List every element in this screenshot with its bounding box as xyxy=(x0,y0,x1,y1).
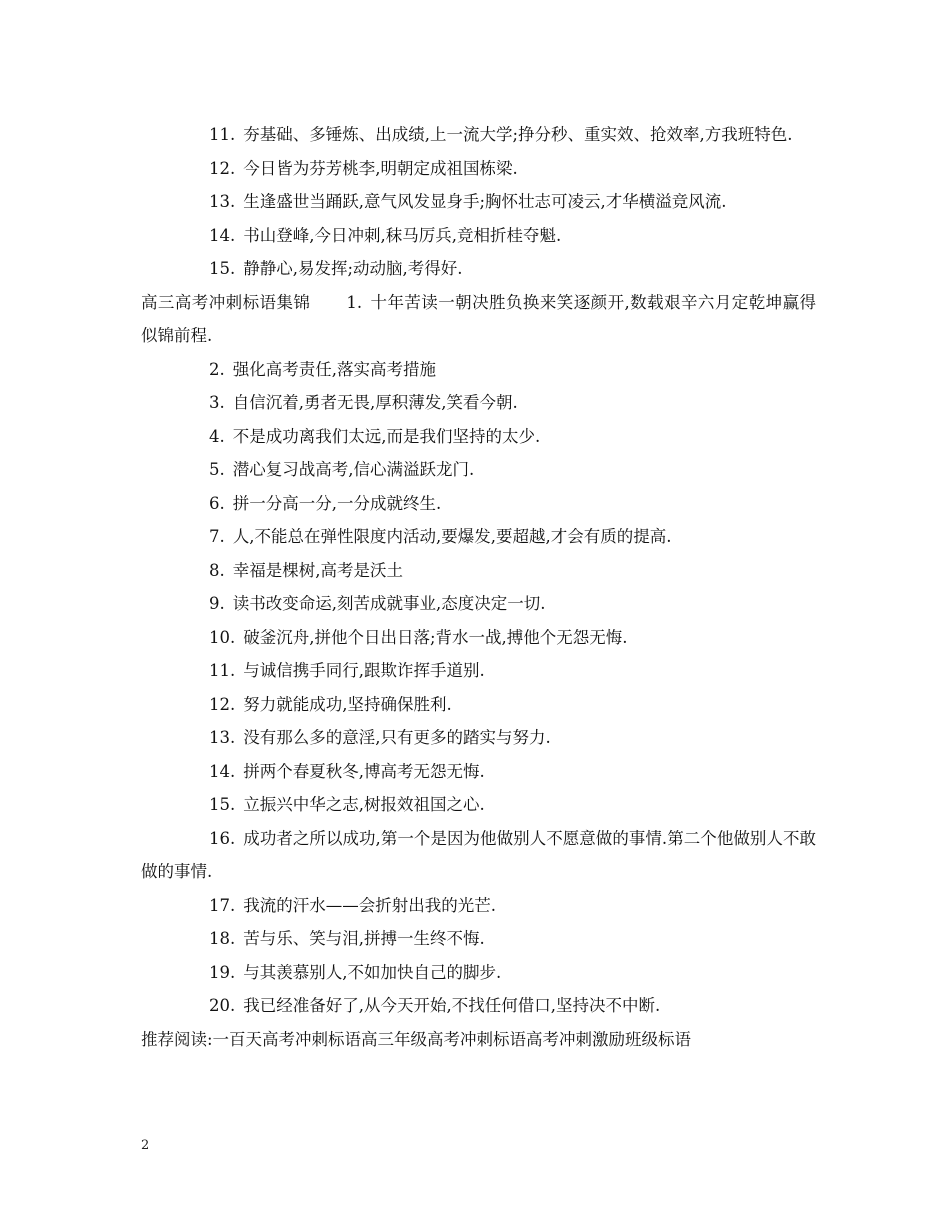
item-text: 十年苦读一朝决胜负换来笑逐颜开,数载艰辛六月定乾坤赢得似锦前程. xyxy=(141,292,816,345)
item-number: 1. xyxy=(346,292,363,312)
item-number: 16. xyxy=(209,828,236,848)
list-item xyxy=(141,989,816,1023)
section-heading: 高三高考冲刺标语集锦 xyxy=(141,292,311,312)
item-text: 强化高考责任,落实高考措施 xyxy=(232,359,436,379)
item-text: 人,不能总在弹性限度内活动,要爆发,要超越,才会有质的提高. xyxy=(232,527,672,546)
item-text: 今日皆为芬芳桃李,明朝定成祖国栋梁. xyxy=(243,158,518,178)
item-number: 13. xyxy=(209,192,236,211)
list-item xyxy=(141,621,816,655)
item-number: 12. xyxy=(209,158,236,178)
list-item xyxy=(141,554,816,588)
item-text: 静静心,易发挥;动动脑,考得好. xyxy=(243,259,463,278)
item-text: 自信沉着,勇者无畏,厚积薄发,笑看今朝. xyxy=(232,393,518,412)
item-number: 9. xyxy=(209,594,225,613)
item-number: 15. xyxy=(209,259,236,278)
item-text: 立振兴中华之志,树报效祖国之心. xyxy=(243,795,485,814)
item-text: 我已经准备好了,从今天开始,不找任何借口,坚持决不中断. xyxy=(243,996,661,1015)
item-text: 拼两个春夏秋冬,博高考无怨无悔. xyxy=(243,761,485,781)
list-item xyxy=(141,118,816,152)
item-text: 幸福是棵树,高考是沃土 xyxy=(232,560,403,580)
page-number: 2 xyxy=(141,1138,150,1153)
item-text: 生逢盛世当踊跃,意气风发显身手;胸怀壮志可凌云,才华横溢竞风流. xyxy=(243,192,727,211)
list-item xyxy=(141,922,816,956)
list-item xyxy=(141,152,816,186)
list-item xyxy=(141,788,816,822)
item-text: 苦与乐、笑与泪,拼搏一生终不悔. xyxy=(243,929,485,948)
list-item xyxy=(141,386,816,420)
item-number: 20. xyxy=(209,996,236,1015)
item-number: 18. xyxy=(209,929,236,948)
item-number: 14. xyxy=(209,225,236,245)
item-text: 我流的汗水——会折射出我的光芒. xyxy=(243,895,496,915)
list-item xyxy=(141,956,816,990)
item-text: 不是成功离我们太远,而是我们坚持的太少. xyxy=(232,426,541,446)
item-text: 潜心复习战高考,信心满溢跃龙门. xyxy=(232,460,475,479)
document-body xyxy=(141,118,816,1056)
list-item xyxy=(141,721,816,755)
item-text: 努力就能成功,坚持确保胜利. xyxy=(243,694,452,714)
item-number: 10. xyxy=(209,627,236,647)
item-text: 没有那么多的意淫,只有更多的踏实与努力. xyxy=(243,728,551,747)
section-heading-line xyxy=(141,286,816,353)
item-text: 与诚信携手同行,跟欺诈挥手道别. xyxy=(243,661,485,680)
list-item xyxy=(141,487,816,521)
item-number: 4. xyxy=(209,426,225,446)
item-number: 11. xyxy=(209,125,236,144)
item-number: 13. xyxy=(209,728,236,747)
item-number: 12. xyxy=(209,694,236,714)
recommended-reading: 推荐阅读:一百天高考冲刺标语高三年级高考冲刺标语高考冲刺激励班级标语 xyxy=(141,1029,692,1049)
list-item xyxy=(141,520,816,554)
list-item xyxy=(141,453,816,487)
item-text: 成功者之所以成功,第一个是因为他做别人不愿意做的事情.第二个他做别人不敢做的事情. xyxy=(141,828,816,881)
item-number: 15. xyxy=(209,795,236,814)
item-text: 夯基础、多锤炼、出成绩,上一流大学;挣分秒、重实效、抢效率,方我班特色. xyxy=(243,125,793,144)
item-number: 17. xyxy=(209,895,236,915)
item-number: 2. xyxy=(209,359,225,379)
item-number: 8. xyxy=(209,560,225,580)
list-item xyxy=(141,587,816,621)
list-item xyxy=(141,654,816,688)
item-number: 3. xyxy=(209,393,225,412)
item-text: 破釜沉舟,拼他个日出日落;背水一战,搏他个无怨无悔. xyxy=(243,627,628,647)
list-item xyxy=(141,353,816,387)
list-item xyxy=(141,822,816,889)
item-text: 拼一分高一分,一分成就终生. xyxy=(232,493,442,513)
item-text: 与其羡慕别人,不如加快自己的脚步. xyxy=(243,962,502,982)
list-item xyxy=(141,420,816,454)
list-item xyxy=(141,252,816,286)
item-number: 5. xyxy=(209,460,225,479)
list-item xyxy=(141,219,816,253)
item-number: 7. xyxy=(209,527,225,546)
item-number: 11. xyxy=(209,661,236,680)
item-number: 14. xyxy=(209,761,236,781)
item-number: 19. xyxy=(209,962,236,982)
list-item xyxy=(141,688,816,722)
item-number: 6. xyxy=(209,493,225,513)
item-text: 书山登峰,今日冲刺,秣马厉兵,竞相折桂夺魁. xyxy=(243,225,562,245)
list-item xyxy=(141,755,816,789)
item-text: 读书改变命运,刻苦成就事业,态度决定一切. xyxy=(232,594,546,613)
list-item xyxy=(141,185,816,219)
list-item xyxy=(141,889,816,923)
